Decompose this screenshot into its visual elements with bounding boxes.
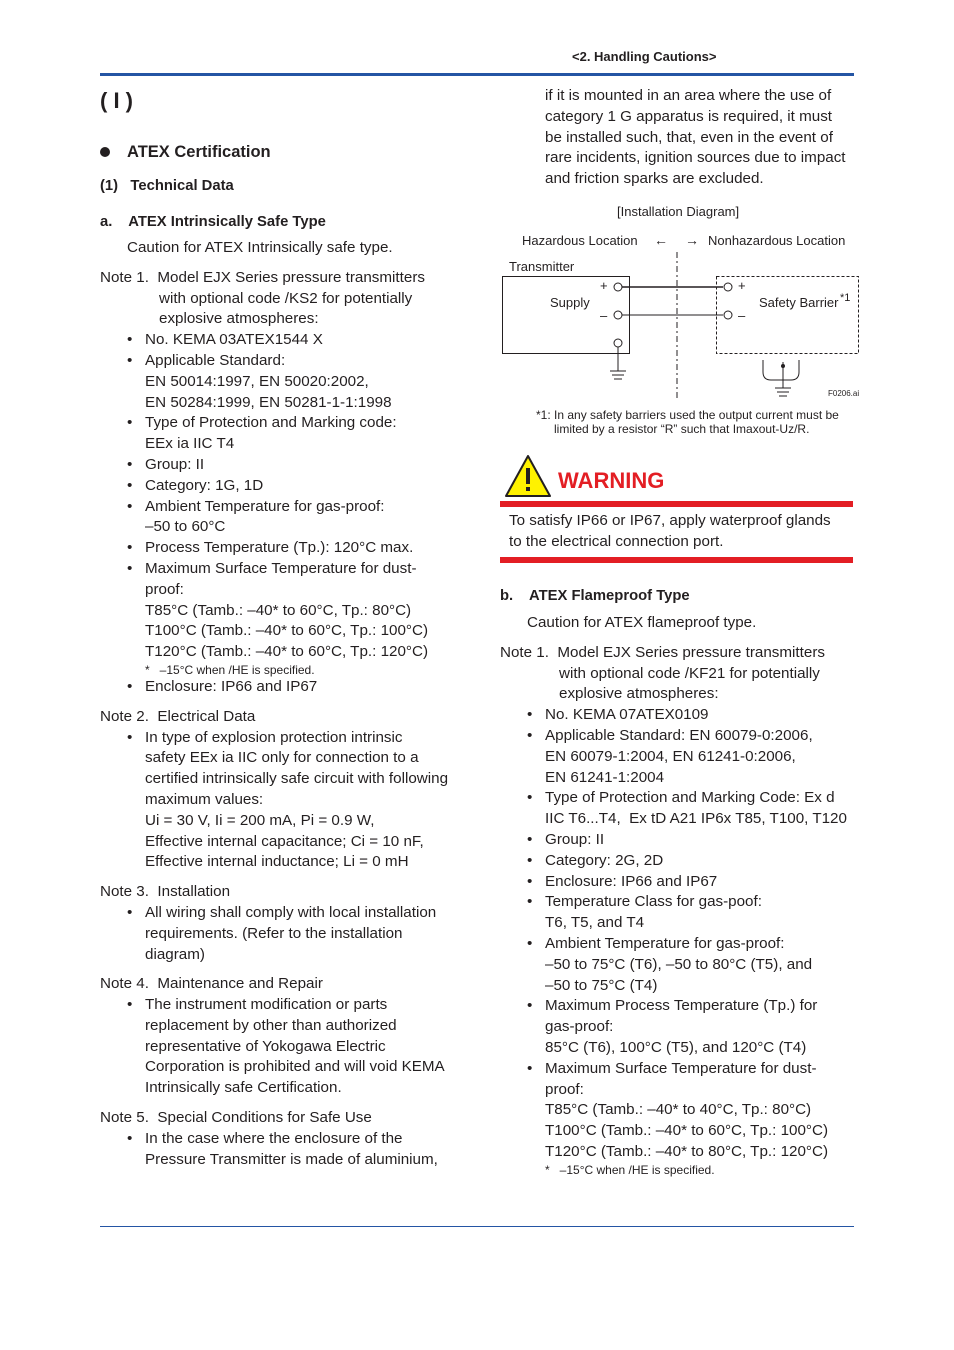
warning-rule-bottom [500, 557, 853, 563]
header-section: <2. Handling Cautions> [572, 49, 717, 64]
terminal-icon [724, 283, 732, 291]
list-item: • Type of Protection and Marking Code: Ex d [500, 788, 855, 809]
list-item: • Category: 2G, 2D [500, 851, 855, 872]
supply-label: Supply [550, 295, 590, 310]
list-item-cont: proof: [545, 1080, 584, 1098]
text-line: be installed such, that, even in the event of [545, 128, 833, 146]
text-line: rare incidents, ignition sources due to impact [545, 149, 846, 167]
list-item-cont: –50 to 60°C [145, 518, 226, 536]
list-item: • The instrument modification or parts [100, 995, 460, 1016]
note1-line: with optional code /KF21 for potentially [559, 664, 820, 682]
hazardous-label: Hazardous Location [522, 233, 638, 248]
warning-title: WARNING [558, 468, 665, 493]
list-item: • Maximum Surface Temperature for dust- [100, 559, 460, 580]
list-item: • In type of explosion protection intrinsic [100, 728, 460, 749]
list-item: • Process Temperature (Tp.): 120°C max. [100, 538, 460, 559]
list-item-cont: T120°C (Tamb.: –40* to 60°C, Tp.: 120°C) [145, 643, 429, 661]
list-item-cont: EN 61241-1:2004 [545, 768, 665, 786]
transmitter-plus: + [600, 278, 608, 293]
header-rule [100, 73, 854, 76]
list-item-cont: EEx ia IIC T4 [145, 435, 235, 453]
list-item-cont: IIC T6...T4, Ex tD A21 IP6x T85, T100, T120 [545, 810, 847, 828]
caution-text: Caution for ATEX Intrinsically safe type. [127, 239, 393, 256]
list-item: • Category: 1G, 1D [100, 476, 460, 497]
list-item-cont: certified intrinsically safe circuit with following [145, 770, 449, 788]
list-item-cont: gas-proof: [545, 1018, 614, 1036]
footer-rule [100, 1226, 854, 1227]
barrier-plus: + [738, 278, 746, 293]
intrinsic-safe-heading: a. ATEX Intrinsically Safe Type [100, 214, 326, 230]
atex-heading [100, 142, 460, 162]
list-item: • Group: II [100, 455, 460, 476]
terminal-icon [614, 283, 622, 291]
barrier-box [717, 277, 859, 354]
technical-data-heading: (1) Technical Data [100, 178, 234, 194]
list-item: • Ambient Temperature for gas-proof: [500, 934, 855, 955]
transmitter-box [503, 277, 630, 354]
footnote: * –15°C when /HE is specified. [145, 662, 315, 677]
list-item-cont: Pressure Transmitter is made of aluminium, [145, 1150, 438, 1168]
page-marker: ( I ) [100, 88, 133, 113]
text-line: if it is mounted in an area where the use of [545, 87, 832, 104]
terminal-icon [614, 311, 622, 319]
transmitter-minus: – [600, 308, 608, 323]
list-item-cont: EN 50014:1997, EN 50020:2002, [145, 372, 369, 390]
list-item-cont: EN 60079-1:2004, EN 61241-0:2006, [545, 747, 796, 765]
list-item-cont: Effective internal capacitance; Ci = 10 nF, [145, 832, 424, 850]
note1-line: explosive atmospheres: [559, 685, 719, 703]
list-item-cont: T100°C (Tamb.: –40* to 60°C, Tp.: 100°C) [545, 1122, 829, 1140]
list-item-cont: maximum values: [145, 790, 264, 808]
warning-text: to the electrical connection port. [509, 533, 724, 550]
list-item: • Type of Protection and Marking code: [100, 413, 460, 434]
list-item-cont: T85°C (Tamb.: –40* to 40°C, Tp.: 80°C) [545, 1101, 812, 1119]
list-item-cont: diagram) [145, 945, 205, 963]
list-item-cont: proof: [145, 580, 184, 598]
heading-text: ATEX Certification [127, 142, 271, 161]
list-item: • No. KEMA 03ATEX1544 X [100, 330, 460, 351]
list-item-cont: –50 to 75°C (T6), –50 to 80°C (T5), and [545, 955, 813, 973]
flameproof-heading: b. ATEX Flameproof Type [500, 588, 690, 604]
note1-line: explosive atmospheres: [159, 310, 319, 328]
barrier-minus: – [738, 308, 746, 323]
diagram-footnote: limited by a resistor “R” such that Imaxout-Uz/R. [554, 422, 810, 436]
list-item: • Maximum Surface Temperature for dust- [500, 1059, 855, 1080]
warning-triangle-icon [504, 454, 552, 498]
list-item-cont: 85°C (T6), 100°C (T5), and 120°C (T4) [545, 1038, 807, 1056]
list-item: • No. KEMA 07ATEX0109 [500, 705, 855, 726]
warning-box [500, 452, 853, 563]
note3-title: Note 3. Installation [100, 883, 231, 901]
diagram-title: [Installation Diagram] [617, 204, 740, 219]
installation-diagram [500, 250, 865, 400]
note4-title: Note 4. Maintenance and Repair [100, 975, 323, 993]
text-line: and friction sparks are excluded. [545, 170, 764, 188]
list-item-cont: –50 to 75°C (T4) [545, 976, 658, 994]
terminal-icon [614, 339, 622, 347]
figure-id: F0206.ai [828, 389, 860, 398]
list-item-cont: representative of Yokogawa Electric [145, 1037, 386, 1055]
list-item: • Applicable Standard: EN 60079-0:2006, [500, 726, 855, 747]
list-item-cont: Effective internal inductance; Li = 0 mH [145, 853, 409, 871]
list-item-cont: T100°C (Tamb.: –40* to 60°C, Tp.: 100°C) [145, 622, 429, 640]
footnote: * –15°C when /HE is specified. [545, 1162, 715, 1177]
barrier-ground-bracket [763, 360, 799, 380]
list-item-cont: Intrinsically safe Certification. [145, 1079, 342, 1097]
bullet-dot-icon [100, 147, 110, 157]
list-item-cont: T85°C (Tamb.: –40* to 60°C, Tp.: 80°C) [145, 601, 412, 619]
safety-barrier-label: Safety Barrier [759, 295, 839, 310]
list-item-cont: EN 50284:1999, EN 50281-1-1:1998 [145, 393, 392, 411]
list-item: • Maximum Process Temperature (Tp.) for [500, 996, 855, 1017]
transmitter-label: Transmitter [509, 259, 575, 274]
arrow-right-icon: → [685, 232, 699, 248]
list-item-cont: replacement by other than authorized [145, 1016, 397, 1034]
note5-title: Note 5. Special Conditions for Safe Use [100, 1109, 372, 1127]
note1-title: Note 1. Model EJX Series pressure transmitters [100, 268, 425, 286]
list-item-cont: T6, T5, and T4 [545, 914, 645, 932]
list-item-cont: T120°C (Tamb.: –40* to 80°C, Tp.: 120°C) [545, 1142, 829, 1160]
arrow-left-icon: ← [654, 232, 668, 248]
left-column [100, 142, 460, 1170]
note1-title: Note 1. Model EJX Series pressure transmitters [500, 643, 825, 661]
list-item: • Temperature Class for gas-poof: [500, 892, 855, 913]
list-item-cont: safety EEx ia IIC only for connection to a [145, 749, 419, 767]
right-column [500, 588, 855, 1177]
list-item: • Ambient Temperature for gas-proof: [100, 497, 460, 518]
list-item: • In the case where the enclosure of the [100, 1129, 460, 1150]
barrier-note-ref: *1 [840, 292, 851, 304]
list-item: • Applicable Standard: [100, 351, 460, 372]
nonhazardous-label: Nonhazardous Location [708, 233, 846, 248]
warning-text: To satisfy IP66 or IP67, apply waterproof glands [509, 512, 831, 529]
terminal-icon [724, 311, 732, 319]
text-line: category 1 G apparatus is required, it must [545, 107, 833, 125]
list-item-cont: Corporation is prohibited and will void KEMA [145, 1058, 445, 1076]
diagram-footnote: *1: In any safety barriers used the output current must be [536, 408, 839, 422]
list-item: • Enclosure: IP66 and IP67 [100, 677, 460, 698]
list-item: • All wiring shall comply with local installation [100, 903, 460, 924]
list-item-cont: requirements. (Refer to the installation [145, 924, 403, 942]
list-item: • Enclosure: IP66 and IP67 [500, 872, 855, 893]
note1-line: with optional code /KS2 for potentially [159, 289, 413, 307]
continuation-text [545, 86, 855, 190]
note2-title: Note 2. Electrical Data [100, 707, 256, 725]
list-item: • Group: II [500, 830, 855, 851]
caution-text: Caution for ATEX flameproof type. [527, 614, 757, 631]
list-item-cont: Ui = 30 V, Ii = 200 mA, Pi = 0.9 W, [145, 811, 375, 829]
